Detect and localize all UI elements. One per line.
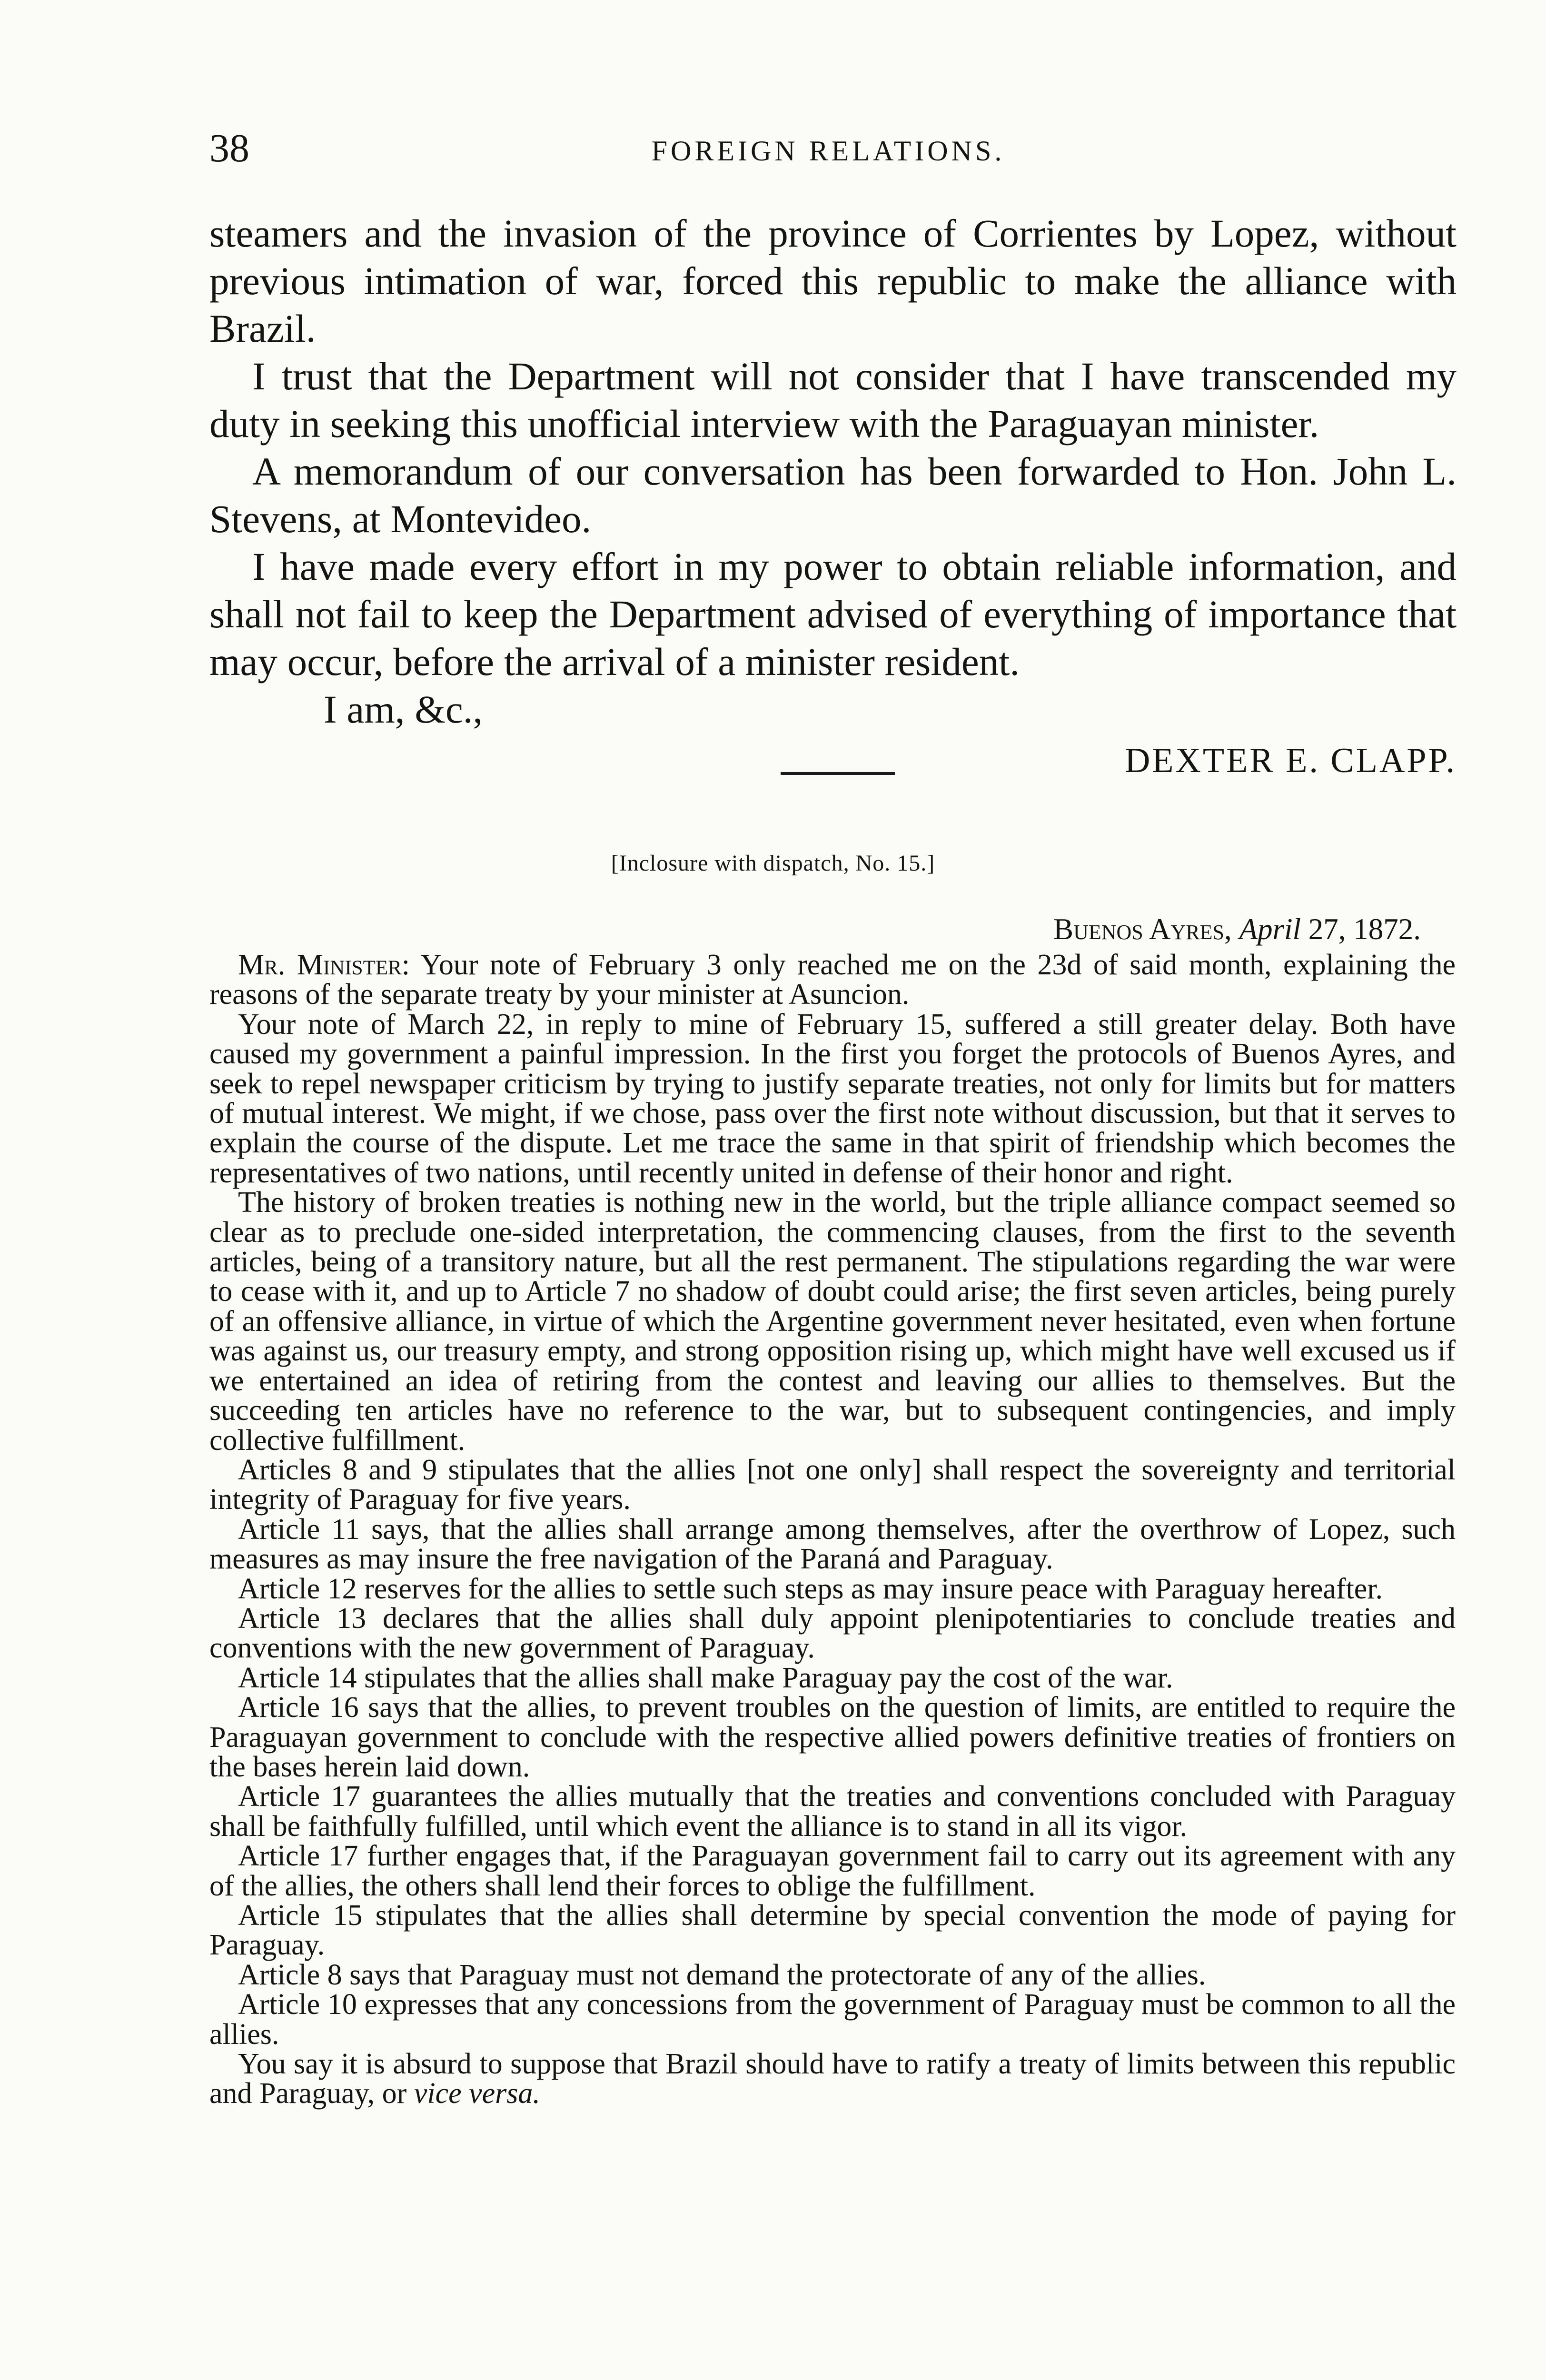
running-title: FOREIGN RELATIONS. <box>651 135 1005 167</box>
dispatch-paragraph-3: A memorandum of our conversation has been forwarded to Hon. John L. Stevens, at Montevideo. <box>209 449 1457 541</box>
dispatch-body <box>209 209 1457 784</box>
letter-paragraph-4: Articles 8 and 9 stipulates that the allies [not one only] shall respect the sovereignty and territorial integrity of Paraguay for five years. <box>209 1453 1456 1516</box>
letter-date-rest: 27, 1872. <box>1308 912 1421 946</box>
letter-paragraph-12: Article 15 stipulates that the allies shall determine by special convention the mode of paying for Paraguay. <box>209 1899 1456 1962</box>
letter-paragraph-3: The history of broken treaties is nothing new in the world, but the triple alliance compact seemed so clear as to preclude one-sided interpretation, the commencing clauses, from the first to the seventh articles, being of a transitory nature, but all the rest permanent. The stipulations regarding the war were to cease with it, and up to Article 7 no shadow of doubt could arise; the first seven articles, being purely of an offensive alliance, in virtue of which the Argentine government never hesitated, even when fortune was against us, our treasury empty, and strong opposition rising up, which might have well excused us if we entertained an idea of retiring from the contest and leaving our allies to themselves. But the succeeding ten articles have no reference to the war, but to subsequent contingencies, and imply collective fulfillment. <box>209 1186 1456 1457</box>
closing-line: I am, &c., <box>324 687 483 731</box>
salutation: Mr. Minister: <box>238 949 410 981</box>
letter-paragraph-15-italic: vice versa. <box>414 2077 540 2110</box>
letter-paragraph-14: Article 10 expresses that any concessions from the government of Paraguay must be common to all the allies. <box>209 1988 1456 2051</box>
signature: DEXTER E. CLAPP. <box>1124 741 1457 780</box>
letter-paragraph-15-text: You say it is absurd to suppose that Brazil should have to ratify a treaty of limits between this republic and Paraguay, or <box>209 2048 1456 2110</box>
letter-paragraph-2: Your note of March 22, in reply to mine of February 15, suffered a still greater delay. Both have caused my government a painful impression. In the first you forget the protocols of Buenos Ayres, and seek to repel newspaper criticism by trying to justify separate treaties, not only for limits but for matters of mutual interest. We might, if we chose, pass over the first note without discussion, but that it serves to explain the course of the dispute. Let me trace the same in that spirit of friendship which becomes the representatives of two nations, until recently united in defense of their honor and right. <box>209 1008 1456 1189</box>
letter-place-date <box>209 910 1421 948</box>
letter-paragraph-15 <box>209 2049 1456 2109</box>
dispatch-paragraph-2: I trust that the Department will not consider that I have transcended my duty in seeking this unofficial interview with the Paraguayan minister. <box>209 354 1457 446</box>
enclosure-caption: [Inclosure with dispatch, No. 15.] <box>611 851 935 876</box>
letter-place: Buenos Ayres, <box>1053 912 1232 946</box>
letter-paragraph-11: Article 17 further engages that, if the Paraguayan government fail to carry out its agreement with any of the allies, the others shall lend their forces to oblige the fulfillment. <box>209 1840 1456 1902</box>
letter-paragraph-6: Article 12 reserves for the allies to settle such steps as may insure peace with Paraguay hereafter. <box>238 1572 1383 1605</box>
dispatch-paragraph-4: I have made every effort in my power to obtain reliable information, and shall not fail to keep the Department advised of everything of importance that may occur, before the arrival of a minister resident. <box>209 545 1457 684</box>
letter-paragraph-8: Article 14 stipulates that the allies shall make Paraguay pay the cost of the war. <box>238 1661 1173 1694</box>
letter-paragraph-7: Article 13 declares that the allies shall duly appoint plenipotentiaries to conclude treaties and conventions with the new government of Paraguay. <box>209 1602 1456 1665</box>
letter-paragraph-5: Article 11 says, that the allies shall arrange among themselves, after the overthrow of Lopez, such measures as may insure the free navigation of the Paraná and Paraguay. <box>209 1513 1456 1576</box>
enclosure-letter <box>209 950 1456 2109</box>
letter-paragraph-9: Article 16 says that the allies, to prevent troubles on the question of limits, are entitled to require the Paraguayan government to conclude with the respective allied powers definitive treaties of frontiers on the bases herein laid down. <box>209 1691 1456 1783</box>
letter-paragraph-10: Article 17 guarantees the allies mutually that the treaties and conventions concluded with Paraguay shall be faithfully fulfilled, until which event the alliance is to stand in all its vigor. <box>209 1780 1456 1843</box>
letter-paragraph-1 <box>209 950 1456 1010</box>
page-header <box>209 125 1447 177</box>
section-divider <box>781 772 895 775</box>
letter-paragraph-13: Article 8 says that Paraguay must not demand the protectorate of any of the allies. <box>238 1958 1206 1991</box>
dispatch-paragraph-1: steamers and the invasion of the province of Corrientes by Lopez, without previous intimation of war, forced this republic to make the alliance with Brazil. <box>209 211 1457 350</box>
letter-date-month: April <box>1239 912 1301 946</box>
page-number: 38 <box>209 126 249 170</box>
letter-paragraph-1-text: Your note of February 3 only reached me on the 23d of said month, explaining the reasons of the separate treaty by your minister at Asuncion. <box>209 949 1456 1011</box>
